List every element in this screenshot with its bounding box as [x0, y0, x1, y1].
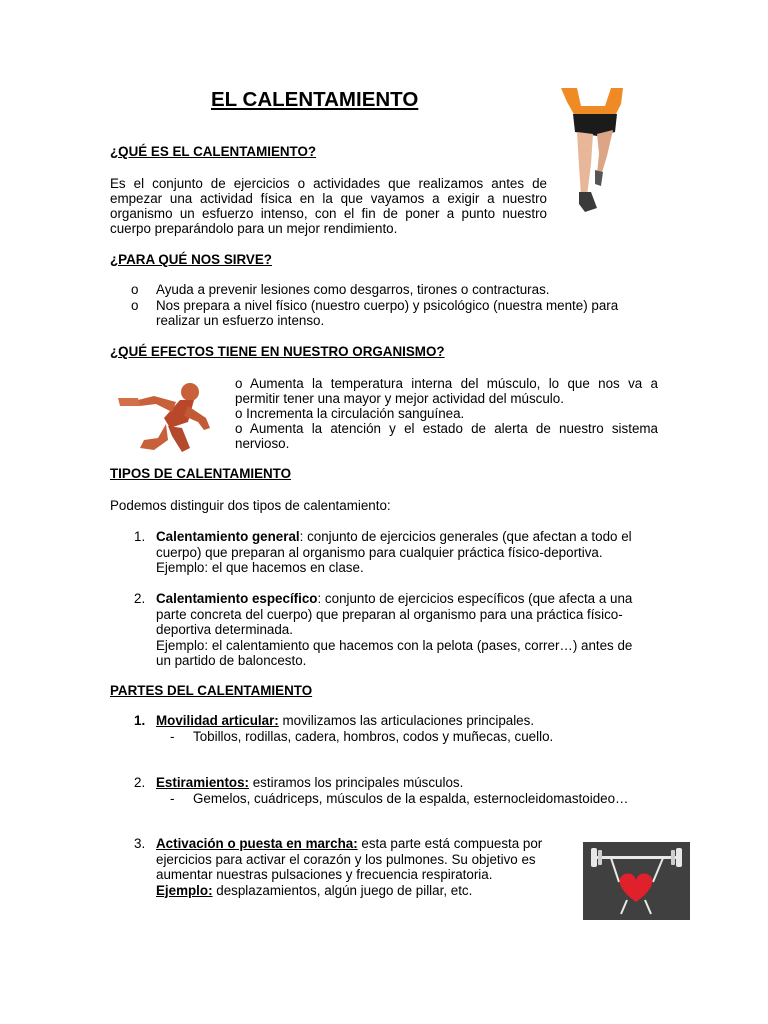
text-span: : conjunto de ejercicios específicos (que afecta a una [317, 591, 633, 606]
term-general: Calentamiento general [156, 529, 300, 544]
text-span: esta parte está compuesta por [357, 836, 543, 851]
dash-marker: - [170, 729, 175, 744]
text-line: permitir tener una mayor y mejor actividad del músculo. [235, 391, 564, 406]
heart-weightlifting-illustration [583, 842, 690, 920]
term-activacion: Activación o puesta en marcha: [156, 836, 358, 851]
text-line: o Aumenta la temperatura interna del músculo, lo que nos va a [235, 376, 658, 391]
list-number: 2. [134, 591, 146, 606]
parte-estiramientos [156, 775, 463, 791]
muscle-runner-illustration [110, 378, 216, 454]
list-number: 1. [134, 529, 146, 544]
text-line: parte concreta del cuerpo) que preparan al organismo para una práctica físico- [156, 606, 623, 622]
list-item: Ayuda a prevenir lesiones como desgarros, tirones o contracturas. [156, 282, 550, 297]
bullet-marker: o [131, 298, 139, 313]
heading-tipos: TIPOS DE CALENTAMIENTO [110, 466, 292, 481]
text-span: desplazamientos, algún juego de pillar, etc. [212, 882, 473, 898]
text-line: o Incrementa la circulación sanguínea. [235, 406, 465, 421]
list-number: 2. [134, 775, 146, 790]
sub-item: Tobillos, rodillas, cadera, hombros, codos y muñecas, cuello. [193, 729, 554, 744]
text-line: cuerpo) que preparan al organismo para cualquier práctica físico-deportiva. [156, 544, 603, 560]
text-span: movilizamos las articulaciones principales. [278, 713, 535, 728]
term-estiramientos: Estiramientos: [156, 775, 250, 790]
parte-movilidad [156, 713, 534, 729]
ejemplo-label: Ejemplo: [156, 882, 213, 898]
runner-illustration [557, 86, 629, 214]
text-span: : conjunto de ejercicios generales (que afectan a todo el [299, 529, 632, 544]
text-line: organismo un esfuerzo intenso, con el fin de poner a punto nuestro [110, 206, 547, 221]
list-number: 3. [134, 836, 146, 851]
heading-que-es: ¿QUÉ ES EL CALENTAMIENTO? [110, 144, 317, 159]
tipo-especifico [156, 591, 658, 669]
list-number: 1. [134, 713, 146, 728]
efectos-text [235, 376, 658, 451]
dash-marker: - [170, 791, 175, 806]
tipos-intro: Podemos distinguir dos tipos de calentamiento: [110, 498, 391, 513]
tipo-general [156, 529, 658, 576]
text-line: aumentar nuestras pulsaciones y frecuencia respiratoria. [156, 867, 493, 882]
paragraph-definicion [110, 176, 547, 236]
text-line: Ejemplo: el calentamiento que hacemos con la pelota (pases, correr…) antes de [156, 637, 633, 653]
sub-item: Gemelos, cuádriceps, músculos de la espalda, esternocleidomastoideo… [193, 791, 629, 806]
heading-partes: PARTES DEL CALENTAMIENTO [110, 683, 313, 698]
text-line: ejercicios para activar el corazón y los pulmones. Su objetivo es [156, 851, 536, 867]
term-especifico: Calentamiento específico [156, 591, 318, 606]
list-item-continued: realizar un esfuerzo intenso. [156, 313, 325, 328]
bullet-marker: o [131, 282, 139, 297]
page-title: EL CALENTAMIENTO [211, 88, 419, 111]
text-line: nervioso. [235, 436, 290, 451]
term-movilidad: Movilidad articular: [156, 713, 279, 728]
text-line: Es el conjunto de ejercicios o actividades que realizamos antes de [110, 176, 547, 191]
parte-activacion [156, 836, 576, 898]
heading-efectos: ¿QUÉ EFECTOS TIENE EN NUESTRO ORGANISMO? [110, 344, 445, 359]
text-line: o Aumenta la atención y el estado de alerta de nuestro sistema [235, 421, 658, 436]
list-item: Nos prepara a nivel físico (nuestro cuerpo) y psicológico (nuestra mente) para [156, 298, 619, 313]
text-line: Ejemplo: el que hacemos en clase. [156, 560, 364, 575]
text-line: cuerpo preparándolo para un mejor rendimiento. [110, 221, 398, 236]
text-span: estiramos los principales músculos. [249, 775, 464, 790]
text-line: un partido de baloncesto. [156, 653, 307, 668]
text-line: deportiva determinada. [156, 622, 293, 637]
text-line: empezar una actividad física en la que vayamos a exigir a nuestro [110, 191, 547, 206]
heading-para-que: ¿PARA QUÉ NOS SIRVE? [110, 252, 272, 267]
